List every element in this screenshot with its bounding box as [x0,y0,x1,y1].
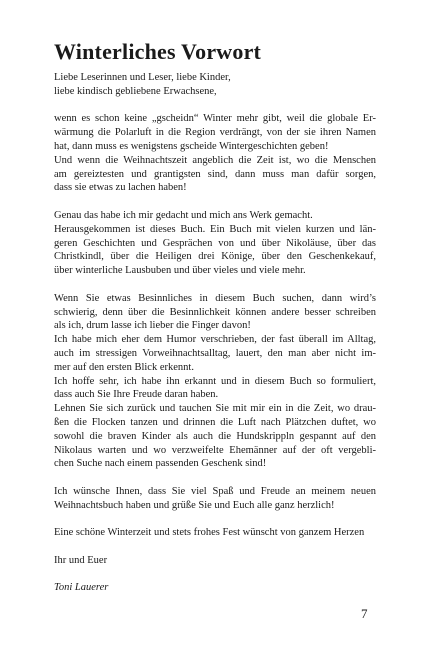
text-line: auch im stressigen Vorweihnachtsalltag, lauert, den man aber nicht im- [54,347,376,359]
page-title: Winterliches Vorwort [54,39,262,64]
text-line: dass sie etwas zu lachen haben! [54,182,187,194]
text-line: Weihnachtsbuch haben und grüße Sie und Euch alle ganz herzlich! [54,499,335,511]
paragraph [54,112,376,195]
text-line: als ich, drum lasse ich lieber die Finger davon! [54,320,251,332]
text-line: Lehnen Sie sich zurück und tauchen Sie mit mir ein in die Zeit, wo drau- [54,403,376,415]
paragraph [54,209,376,278]
text-line: Und wenn die Weihnachtszeit angeblich die Zeit ist, wo die Menschen [54,154,376,166]
text-line: schwierig, denn über die Besinnlichkeit können andere besser schreiben [54,306,376,318]
text-line: mer auf den ersten Blick erkennt. [54,361,194,373]
text-line: Herausgekommen ist dieses Buch. Ein Buch mit vielen kurzen und län- [54,223,376,235]
text-line: Genau das habe ich mir gedacht und mich ans Werk gemacht. [54,209,313,221]
text-line: Ich hoffe sehr, ich habe ihn erkannt und in diesem Buch so formuliert, [54,375,376,387]
closing: Ihr und Euer [54,554,108,566]
author-signature: Toni Lauerer [54,582,109,594]
text-line: Ich wünsche Ihnen, dass Sie viel Spaß und Freude an meinem neuen [54,485,376,497]
text-line: ßen die Flocken tanzen und drinnen die Luft nach Plätzchen duftet, wo [54,416,376,428]
text-line: chen Suche nach einem passenden Geschenk sind! [54,458,267,470]
text-line: hat, dann muss es wenigstens gscheide Wintergeschichten geben! [54,140,329,152]
text-line: Nikolaus warten und wo verzweifelte Ehemänner auf der oft vergebli- [54,444,376,456]
text-line: geren Geschichten und Gesprächen von und über Nikoläuse, über das [54,237,376,249]
text-line: wenn es schon keine „gscheidn“ Winter mehr gibt, weil die globale Er- [54,113,376,125]
text-line: am gereiztesten und grantigsten sind, dann muss man dafür sorgen, [54,168,376,180]
salutation [54,71,376,99]
text-line: Wenn Sie etwas Besinnliches in diesem Buch suchen, dann wird’s [54,292,376,304]
text-line: Eine schöne Winterzeit und stets frohes Fest wünscht von ganzem Herzen [54,527,365,539]
text-line: Ich habe mich eher dem Humor verschrieben, der fast überall im Alltag, [54,334,376,346]
paragraph [54,526,376,540]
paragraph [54,485,376,513]
text-line: über winterliche Lausbuben und über vieles und viele mehr. [54,265,306,277]
text-line: wärmung die Polarluft in die Region verdrängt, von der sie ihren Namen [54,127,376,139]
text-line: Christkindl, über die Heiligen drei Könige, über den Geschenkekauf, [54,251,376,263]
text-line: sowohl die braven Kinder als auch die Hundskrippln gespannt auf den [54,430,376,442]
salutation-line: Liebe Leserinnen und Leser, liebe Kinder, [54,72,231,83]
salutation-line: liebe kindisch gebliebene Erwachsene, [54,85,217,97]
paragraph [54,292,376,471]
page-number: 7 [361,606,368,621]
text-line: dass auch Sie Ihre Freude daran haben. [54,389,219,401]
foreword-text [54,71,376,595]
